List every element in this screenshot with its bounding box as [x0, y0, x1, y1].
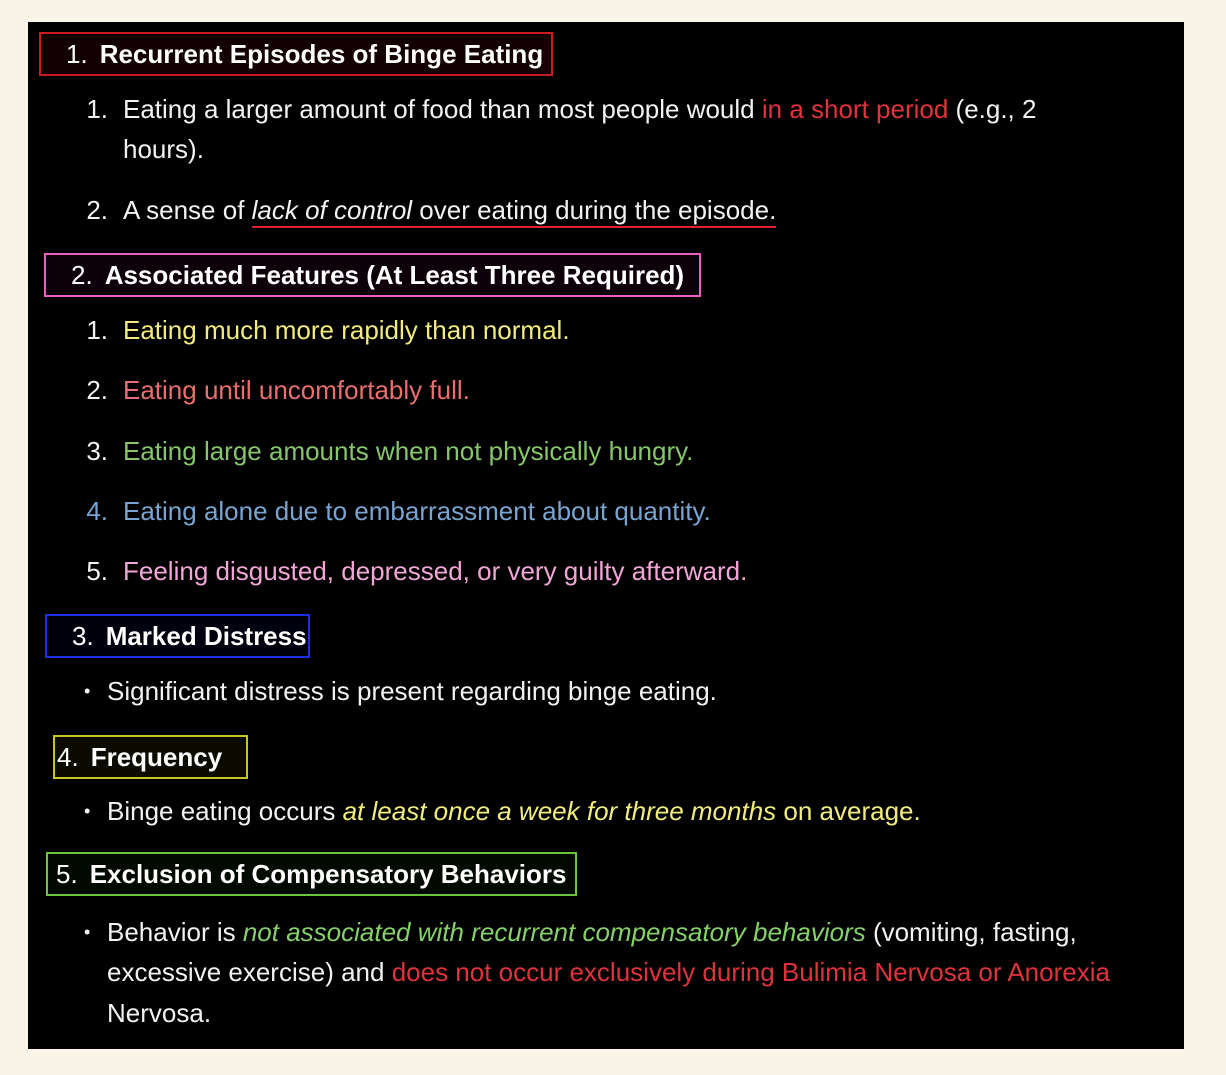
section-title: Frequency — [90, 742, 223, 772]
section-title: Associated Features (At Least Three Required) — [104, 260, 685, 290]
section-heading-frequency — [53, 735, 248, 779]
section-number: 5. — [56, 859, 78, 889]
list-number: 2. — [86, 195, 108, 225]
list-item — [80, 190, 776, 230]
bullet-continuation: Nervosa. — [107, 998, 212, 1028]
list-item — [80, 551, 747, 591]
list-text: Eating until uncomfortably full. — [123, 375, 470, 405]
list-text: Eating much more rapidly than normal. — [123, 315, 570, 345]
bullet-text: on average. — [776, 796, 921, 826]
bullet-text: Behavior is — [107, 917, 243, 947]
document-panel — [28, 22, 1184, 1049]
highlight-text: not associated with recurrent compensatory behaviors — [242, 917, 866, 947]
list-text: A sense of — [123, 195, 252, 225]
list-item — [80, 431, 693, 471]
list-item — [80, 491, 711, 531]
section-heading-marked-distress — [45, 614, 310, 658]
italic-text: lack of control — [251, 195, 413, 225]
section-number: 2. — [71, 260, 93, 290]
section-number: 1. — [66, 39, 88, 69]
section-heading-associated-features — [44, 253, 701, 297]
list-item-continuation: hours). — [123, 134, 204, 164]
section-title: Exclusion of Compensatory Behaviors — [89, 859, 567, 889]
list-number: 5. — [86, 556, 108, 586]
highlight-text: in a short period — [754, 94, 949, 124]
list-item — [80, 310, 570, 350]
list-text: Eating alone due to embarrassment about quantity. — [123, 496, 711, 526]
section-number: 4. — [57, 742, 79, 772]
section-heading-exclusion — [46, 852, 577, 896]
section-number: 3. — [72, 621, 94, 651]
bullet-continuation — [107, 952, 1110, 992]
list-number: 1. — [86, 315, 108, 345]
list-text: Eating a larger amount of food than most people would — [123, 94, 755, 124]
bullet-text: Significant distress is present regarding binge eating. — [107, 676, 717, 706]
bullet-glyph: • — [84, 922, 91, 942]
list-number: 4. — [86, 496, 108, 526]
list-number: 3. — [86, 436, 108, 466]
section-title: Recurrent Episodes of Binge Eating — [99, 39, 544, 69]
list-text: Feeling disgusted, depressed, or very guilty afterward. — [123, 556, 748, 586]
list-number: 2. — [86, 375, 108, 405]
bullet-glyph: • — [84, 801, 91, 821]
list-text: over eating during the episode. — [412, 195, 777, 225]
highlight-text: at least once a week for three months — [342, 796, 777, 826]
list-text: Eating large amounts when not physically hungry. — [123, 436, 694, 466]
list-item — [80, 370, 470, 410]
list-item — [80, 89, 1036, 129]
list-number: 1. — [86, 94, 108, 124]
bullet-text: Binge eating occurs — [107, 796, 343, 826]
bullet-text: excessive exercise) and — [107, 957, 385, 987]
bullet-text: (vomiting, fasting, — [865, 917, 1077, 947]
section-title: Marked Distress — [105, 621, 307, 651]
bullet-glyph: • — [84, 681, 91, 701]
highlight-text: does not occur exclusively during Bulimia Nervosa or Anorexia — [384, 957, 1110, 987]
list-text: (e.g., 2 — [948, 94, 1037, 124]
section-heading-recurrent-episodes — [39, 32, 553, 76]
